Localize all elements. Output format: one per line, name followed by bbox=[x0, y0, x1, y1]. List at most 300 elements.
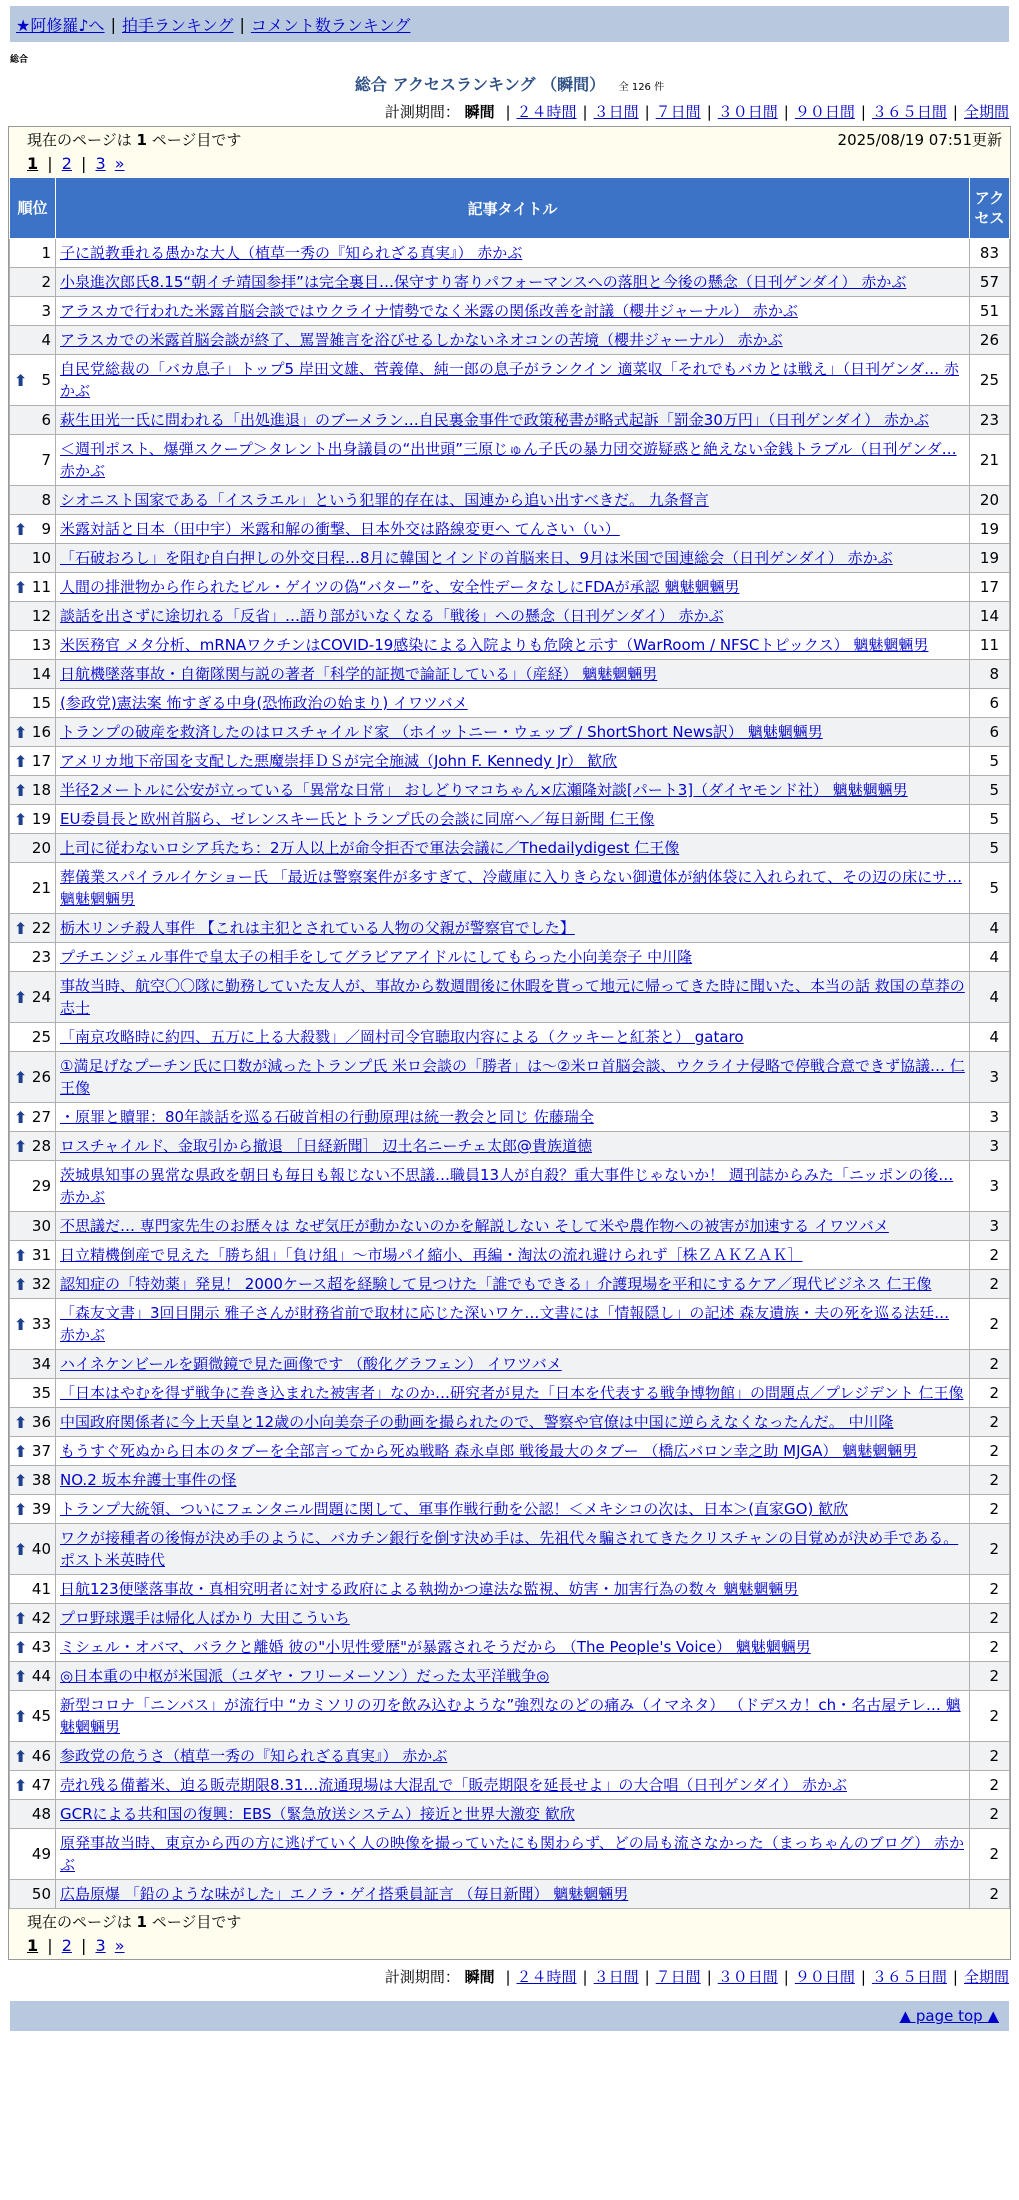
rank-cell bbox=[10, 1299, 56, 1350]
title-cell bbox=[56, 268, 970, 297]
access-count: 2 bbox=[970, 1662, 1010, 1691]
page-info bbox=[27, 1911, 241, 1932]
pager-separator: | bbox=[81, 154, 87, 173]
rank-number: 2 bbox=[41, 273, 51, 291]
rank-cell bbox=[10, 239, 56, 268]
access-count: 51 bbox=[970, 297, 1010, 326]
rank-number: 35 bbox=[31, 1384, 51, 1402]
pager-next[interactable]: » bbox=[114, 154, 125, 173]
access-count: 21 bbox=[970, 435, 1010, 486]
access-count: 2 bbox=[970, 1829, 1010, 1880]
title-cell bbox=[56, 689, 970, 718]
access-count: 5 bbox=[970, 747, 1010, 776]
article-title-link[interactable]: 原発事故当時、東京から西の方に逃げていく人の映像を撮っていたにも関わらず、どの局も流さなかった（まっちゃんのブログ） 赤かぶ bbox=[60, 1834, 965, 1874]
table-row bbox=[10, 515, 1010, 544]
rank-number: 14 bbox=[31, 665, 51, 683]
rank-number: 32 bbox=[31, 1274, 51, 1293]
article-title-link[interactable]: GCRによる共和国の復興：EBS（緊急放送システム）接近と世界大激変 歓欣 bbox=[60, 1805, 575, 1823]
rank-cell bbox=[10, 805, 56, 834]
table-row bbox=[10, 1132, 1010, 1161]
access-count: 2 bbox=[970, 1379, 1010, 1408]
title-cell bbox=[56, 1161, 970, 1212]
title-cell bbox=[56, 326, 970, 355]
rank-number: 45 bbox=[31, 1706, 51, 1725]
title-cell bbox=[56, 1052, 970, 1103]
article-title-link[interactable]: (参政党)憲法案 怖すぎる中身(恐怖政治の始まり) イワツバメ bbox=[60, 694, 468, 712]
rank-cell bbox=[10, 1132, 56, 1161]
article-title-link[interactable]: ワクが接種者の後悔が決め手のように、バカチン銀行を倒す決め手は、先祖代々騙されてきたクリスチャンの目覚めが決め手である。 ポスト米英時代 bbox=[60, 1529, 959, 1569]
article-title-link[interactable]: もうすぐ死ぬから日本のタブーを全部言ってから死ぬ戦略 森永卓郎 戦後最大のタブー （橋広バロン幸之助 MJGA） 魑魅魍魎男 bbox=[60, 1442, 918, 1460]
rank-number: 21 bbox=[31, 879, 51, 897]
access-count: 3 bbox=[970, 1212, 1010, 1241]
rank-number: 20 bbox=[31, 839, 51, 857]
rank-up-arrow-icon: ⬆ bbox=[14, 1274, 28, 1294]
table-row bbox=[10, 834, 1010, 863]
rank-cell bbox=[10, 834, 56, 863]
access-count: 25 bbox=[970, 355, 1010, 406]
rank-number: 28 bbox=[31, 1136, 51, 1155]
rank-up-arrow-icon: ⬆ bbox=[14, 809, 28, 829]
rank-cell bbox=[10, 1408, 56, 1437]
rank-number: 16 bbox=[31, 722, 51, 741]
article-title-link[interactable]: 自民党総裁の「バカ息子」トップ5 岸田文雄、菅義偉、純一郎の息子がランクイン 適菜収「それでもバカとは戦え」（日刊ゲンダ… 赤かぶ bbox=[60, 360, 959, 400]
table-row bbox=[10, 805, 1010, 834]
rank-cell bbox=[10, 297, 56, 326]
rank-cell bbox=[10, 1437, 56, 1466]
period-separator: | bbox=[783, 1968, 789, 1986]
pager-top bbox=[9, 152, 1010, 177]
rank-cell bbox=[10, 631, 56, 660]
rank-cell bbox=[10, 1742, 56, 1771]
rank-cell bbox=[10, 486, 56, 515]
table-row bbox=[10, 1662, 1010, 1691]
article-title-link[interactable]: 談話を出さずに途切れる「反省」…語り部がいなくなる「戦後」への懸念（日刊ゲンダイ） 赤かぶ bbox=[60, 607, 724, 625]
article-title-link[interactable]: トランプ大統領、ついにフェンタニル問題に関して、軍事作戦行動を公認！＜メキシコの次は、日本＞(直家GO) 歓欣 bbox=[60, 1500, 849, 1518]
article-title-link[interactable]: 米露対話と日本（田中宇）米露和解の衝撃、日本外交は路線変更へ てんさい（い） bbox=[60, 520, 620, 538]
article-title-link[interactable]: 参政党の危うさ（植草一秀の『知られざる真実』） 赤かぶ bbox=[60, 1747, 448, 1765]
rank-cell bbox=[10, 943, 56, 972]
rank-number: 29 bbox=[31, 1177, 51, 1195]
pager-page-3[interactable]: 3 bbox=[95, 1936, 106, 1955]
header-access: アクセス bbox=[970, 178, 1010, 239]
table-row bbox=[10, 239, 1010, 268]
pager-separator: | bbox=[47, 1936, 53, 1955]
pager-page-2[interactable]: 2 bbox=[61, 1936, 72, 1955]
article-title-link[interactable]: ・原罪と贖罪：80年談話を巡る石破首相の行動原理は統一教会と同じ 佐藤瑞全 bbox=[60, 1108, 594, 1126]
total-count: 全 126 件 bbox=[618, 82, 665, 93]
page-info-post: ページ目です bbox=[151, 1913, 242, 1931]
rank-number: 9 bbox=[41, 519, 51, 538]
period-option-link[interactable]: 全期間 bbox=[963, 103, 1009, 121]
article-title-link[interactable]: 認知症の「特効薬」発見！ 2000ケース超を経験して見つけた「誰でもできる」介護現場を平和にするケア／現代ビジネス 仁王像 bbox=[60, 1275, 932, 1293]
access-count: 6 bbox=[970, 689, 1010, 718]
table-row bbox=[10, 602, 1010, 631]
title-cell bbox=[56, 1212, 970, 1241]
period-option-link[interactable]: ３６５日間 bbox=[871, 1968, 947, 1986]
nav-separator: | bbox=[110, 14, 116, 34]
access-count: 4 bbox=[970, 972, 1010, 1023]
rank-number: 42 bbox=[31, 1608, 51, 1627]
rank-number: 8 bbox=[41, 491, 51, 509]
period-option-link[interactable]: ３日間 bbox=[593, 1968, 639, 1986]
period-separator: | bbox=[505, 103, 511, 121]
page-title: 総合 アクセスランキング （瞬間） bbox=[354, 75, 606, 94]
article-title-link[interactable]: 子に説教垂れる愚かな大人（植草一秀の『知られざる真実』） 赤かぶ bbox=[60, 244, 523, 262]
article-title-link[interactable]: トランプの破産を救済したのはロスチャイルド家 （ホイットニー・ウェッブ / ShortShort News訳） 魑魅魍魎男 bbox=[60, 723, 823, 741]
rank-cell bbox=[10, 573, 56, 602]
access-count: 2 bbox=[970, 1771, 1010, 1800]
rank-cell bbox=[10, 1350, 56, 1379]
rank-cell bbox=[10, 268, 56, 297]
title-cell bbox=[56, 1771, 970, 1800]
period-option-link[interactable]: ９０日間 bbox=[794, 103, 855, 121]
period-option-link[interactable]: ２４時間 bbox=[516, 1968, 577, 1986]
article-title-link[interactable]: ＜週刊ポスト、爆弾スクープ＞タレント出身議員の“出世頭”三原じゅん子氏の暴力団交遊疑惑と絶えない金銭トラブル（日刊ゲンダ… 赤かぶ bbox=[60, 440, 957, 480]
rank-up-arrow-icon: ⬆ bbox=[14, 370, 28, 390]
pager-current: 1 bbox=[27, 1936, 39, 1955]
rank-number: 30 bbox=[31, 1217, 51, 1235]
article-title-link[interactable]: 中国政府関係者に今上天皇と12歳の小向美奈子の動画を撮られたので、警察や官僚は中国に逆らえなくなったんだ。 中川隆 bbox=[60, 1413, 894, 1431]
rank-number: 41 bbox=[31, 1580, 51, 1598]
table-row bbox=[10, 1408, 1010, 1437]
title-cell bbox=[56, 1350, 970, 1379]
article-title-link[interactable]: 新型コロナ「ニンバス」が流行中 “カミソリの刃を飲み込むような”強烈なのどの痛み（イマネタ） （ドデスカ！ch・名古屋テレ… 魑魅魍魎男 bbox=[60, 1696, 961, 1736]
access-count: 4 bbox=[970, 943, 1010, 972]
period-separator: | bbox=[644, 103, 650, 121]
article-title-link[interactable]: 日立精機倒産で見えた「勝ち組」「負け組」～市場パイ縮小、再編・淘汰の流れ避けられず［株ＺＡＫＺＡＫ］ bbox=[60, 1246, 803, 1264]
article-title-link[interactable]: 茨城県知事の異常な県政を朝日も毎日も報じない不思議…職員13人が自殺？重大事件じゃないか！ 週刊誌からみた「ニッポンの後… 赤かぶ bbox=[60, 1166, 954, 1206]
rank-cell bbox=[10, 1161, 56, 1212]
rank-cell bbox=[10, 1495, 56, 1524]
pager-page-3[interactable]: 3 bbox=[95, 154, 106, 173]
article-title-link[interactable]: 萩生田光一氏に問われる「出処進退」のブーメラン…自民裏金事件で政策秘書が略式起訴「罰金30万円」（日刊ゲンダイ） 赤かぶ bbox=[60, 411, 929, 429]
period-separator: | bbox=[582, 103, 588, 121]
table-row bbox=[10, 268, 1010, 297]
title-cell bbox=[56, 863, 970, 914]
article-title-link[interactable]: 上司に従わないロシア兵たち：2万人以上が命令拒否で軍法会議に／Thedailydigest 仁王像 bbox=[60, 839, 680, 857]
rank-up-arrow-icon: ⬆ bbox=[14, 918, 28, 938]
rank-number: 34 bbox=[31, 1355, 51, 1373]
table-row bbox=[10, 1212, 1010, 1241]
title-cell bbox=[56, 1633, 970, 1662]
table-row bbox=[10, 1270, 1010, 1299]
article-title-link[interactable]: アメリカ地下帝国を支配した悪魔崇拝ＤＳが完全施滅（John F. Kennedy Jr） 歓欣 bbox=[60, 752, 618, 770]
period-separator: | bbox=[505, 1968, 511, 1986]
period-selector-bottom bbox=[10, 1966, 1009, 1987]
rank-cell bbox=[10, 1662, 56, 1691]
title-cell bbox=[56, 1466, 970, 1495]
access-count: 2 bbox=[970, 1466, 1010, 1495]
access-count: 2 bbox=[970, 1495, 1010, 1524]
article-title-link[interactable]: 売れ残る備蓄米、迫る販売期限8.31…流通現場は大混乱で「販売期限を延長せよ」の大合唱（日刊ゲンダイ） 赤かぶ bbox=[60, 1776, 847, 1794]
rank-cell bbox=[10, 689, 56, 718]
access-count: 11 bbox=[970, 631, 1010, 660]
access-count: 6 bbox=[970, 718, 1010, 747]
article-title-link[interactable]: ミシェル・オバマ、バラクと離婚 彼の"小児性愛歴"が暴露されそうだから （The People's Voice） 魑魅魍魎男 bbox=[60, 1638, 811, 1656]
rank-cell bbox=[10, 1241, 56, 1270]
article-title-link[interactable]: 事故当時、航空〇〇隊に勤務していた友人が、事故から数週間後に休暇を貰って地元に帰ってきた時に聞いた、本当の話 救国の草莽の志士 bbox=[60, 977, 965, 1017]
title-cell bbox=[56, 1299, 970, 1350]
table-row bbox=[10, 326, 1010, 355]
rank-number: 36 bbox=[31, 1412, 51, 1431]
article-title-link[interactable]: 米医務官 メタ分析、mRNAワクチンはCOVID-19感染による入院よりも危険と示す（WarRoom / NFSCトピックス） 魑魅魍魎男 bbox=[60, 636, 929, 654]
period-option-link[interactable]: 全期間 bbox=[963, 1968, 1009, 1986]
article-title-link[interactable]: 人間の排泄物から作られたビル・ゲイツの偽“バター”を、安全性データなしにFDAが承認 魑魅魍魎男 bbox=[60, 578, 740, 596]
table-row bbox=[10, 1691, 1010, 1742]
pager-page-2[interactable]: 2 bbox=[61, 154, 72, 173]
table-row bbox=[10, 486, 1010, 515]
table-row bbox=[10, 914, 1010, 943]
access-count: 17 bbox=[970, 573, 1010, 602]
table-row bbox=[10, 297, 1010, 326]
title-cell bbox=[56, 1880, 970, 1909]
applause-ranking-link[interactable]: 拍手ランキング bbox=[121, 15, 234, 35]
access-count: 2 bbox=[970, 1241, 1010, 1270]
access-count: 3 bbox=[970, 1161, 1010, 1212]
rank-cell bbox=[10, 544, 56, 573]
rank-cell bbox=[10, 718, 56, 747]
rank-up-arrow-icon: ⬆ bbox=[14, 1245, 28, 1265]
table-row bbox=[10, 747, 1010, 776]
access-count: 2 bbox=[970, 1800, 1010, 1829]
table-row bbox=[10, 1299, 1010, 1350]
article-title-link[interactable]: 「石破おろし」を阻む自白押しの外交日程…8月に韓国とインドの首脳来日、9月は米国で国連総会（日刊ゲンダイ） 赤かぶ bbox=[60, 549, 893, 567]
title-cell bbox=[56, 573, 970, 602]
title-cell bbox=[56, 1103, 970, 1132]
rank-up-arrow-icon: ⬆ bbox=[14, 751, 28, 771]
access-count: 2 bbox=[970, 1408, 1010, 1437]
title-cell bbox=[56, 1742, 970, 1771]
rank-cell bbox=[10, 406, 56, 435]
rank-cell bbox=[10, 660, 56, 689]
comment-ranking-link[interactable]: コメント数ランキング bbox=[250, 15, 411, 35]
rank-number: 10 bbox=[31, 549, 51, 567]
period-option-link[interactable]: ３日間 bbox=[593, 103, 639, 121]
title-cell bbox=[56, 1604, 970, 1633]
period-separator: | bbox=[582, 1968, 588, 1986]
rank-cell bbox=[10, 863, 56, 914]
table-row bbox=[10, 863, 1010, 914]
period-option-link[interactable]: ９０日間 bbox=[794, 1968, 855, 1986]
article-title-link[interactable]: シオニスト国家である「イスラエル」という犯罪的存在は、国連から追い出すべきだ。 九条督言 bbox=[60, 491, 709, 509]
table-row bbox=[10, 660, 1010, 689]
rank-number: 18 bbox=[31, 780, 51, 799]
period-separator: | bbox=[706, 103, 712, 121]
rank-up-arrow-icon: ⬆ bbox=[14, 519, 28, 539]
period-option-link[interactable]: ７日間 bbox=[655, 1968, 701, 1986]
access-count: 5 bbox=[970, 805, 1010, 834]
article-title-link[interactable]: ①満足げなプーチン氏に口数が減ったトランプ氏 米ロ会談の「勝者」は～②米ロ首脳会談、ウクライナ侵略で停戦合意できず協議… 仁王像 bbox=[60, 1057, 965, 1097]
rank-up-arrow-icon: ⬆ bbox=[14, 1539, 28, 1559]
period-separator: | bbox=[860, 1968, 866, 1986]
nav-separator: | bbox=[239, 14, 245, 34]
access-count: 83 bbox=[970, 239, 1010, 268]
footer-bar bbox=[10, 2001, 1009, 2031]
article-title-link[interactable]: 小泉進次郎氏8.15“朝イチ靖国参拝”は完全裏目…保守すり寄りパフォーマンスへの落胆と今後の懸念（日刊ゲンダイ） 赤かぶ bbox=[60, 273, 907, 291]
title-cell bbox=[56, 1023, 970, 1052]
article-title-link[interactable]: 日航123便墜落事故・真相究明者に対する政府による執拗かつ違法な監視、妨害・加害行為の数々 魑魅魍魎男 bbox=[60, 1580, 799, 1598]
rank-up-arrow-icon: ⬆ bbox=[14, 1107, 28, 1127]
access-count: 2 bbox=[970, 1299, 1010, 1350]
header-title: 記事タイトル bbox=[56, 178, 970, 239]
rank-cell bbox=[10, 1829, 56, 1880]
period-option-link[interactable]: ３０日間 bbox=[717, 1968, 778, 1986]
access-count: 2 bbox=[970, 1691, 1010, 1742]
rank-number: 46 bbox=[31, 1746, 51, 1765]
rank-cell bbox=[10, 326, 56, 355]
table-row bbox=[10, 1633, 1010, 1662]
table-row bbox=[10, 972, 1010, 1023]
access-count: 4 bbox=[970, 914, 1010, 943]
table-row bbox=[10, 1800, 1010, 1829]
rank-number: 48 bbox=[31, 1805, 51, 1823]
rank-cell bbox=[10, 1771, 56, 1800]
pager-separator: | bbox=[47, 154, 53, 173]
rank-number: 19 bbox=[31, 809, 51, 828]
ranking-table bbox=[9, 177, 1010, 1909]
rank-cell bbox=[10, 1633, 56, 1662]
title-cell bbox=[56, 239, 970, 268]
access-count: 14 bbox=[970, 602, 1010, 631]
ranking-container bbox=[8, 126, 1011, 1960]
rank-up-arrow-icon: ⬆ bbox=[14, 722, 28, 742]
table-row bbox=[10, 573, 1010, 602]
rank-number: 12 bbox=[31, 607, 51, 625]
period-label: 計測期間： bbox=[384, 103, 460, 121]
rank-cell bbox=[10, 776, 56, 805]
rank-cell bbox=[10, 747, 56, 776]
title-cell bbox=[56, 914, 970, 943]
article-title-link[interactable]: 広島原爆 「鉛のような味がした」エノラ・ゲイ搭乗員証言 （毎日新聞） 魑魅魍魎男 bbox=[60, 1885, 629, 1903]
rank-cell bbox=[10, 602, 56, 631]
title-cell bbox=[56, 515, 970, 544]
title-cell bbox=[56, 1408, 970, 1437]
period-option-link[interactable]: ２４時間 bbox=[516, 103, 577, 121]
rank-number: 39 bbox=[31, 1499, 51, 1518]
table-row bbox=[10, 776, 1010, 805]
page-info-pre: 現在のページは bbox=[27, 1913, 132, 1931]
title-cell bbox=[56, 747, 970, 776]
rank-number: 15 bbox=[31, 694, 51, 712]
pager-separator: | bbox=[81, 1936, 87, 1955]
article-title-link[interactable]: 「南京攻略時に約四、五万に上る大殺戮」／岡村司令官聴取内容による（クッキーと紅茶と） gataro bbox=[60, 1028, 744, 1046]
rank-up-arrow-icon: ⬆ bbox=[14, 1441, 28, 1461]
title-cell bbox=[56, 406, 970, 435]
access-count: 2 bbox=[970, 1524, 1010, 1575]
access-count: 2 bbox=[970, 1437, 1010, 1466]
table-row bbox=[10, 544, 1010, 573]
article-title-link[interactable]: 日航機墜落事故・自衛隊関与説の著者「科学的証拠で論証している」（産経） 魑魅魍魎男 bbox=[60, 665, 658, 683]
rank-cell bbox=[10, 1466, 56, 1495]
page-info-pre: 現在のページは bbox=[27, 131, 132, 149]
article-title-link[interactable]: 「日本はやむを得ず戦争に巻き込まれた被害者」なのか…研究者が見た「日本を代表する戦争博物館」の問題点／プレジデント 仁王像 bbox=[60, 1384, 964, 1402]
pager-current: 1 bbox=[27, 154, 39, 173]
access-count: 23 bbox=[970, 406, 1010, 435]
period-selector-top bbox=[10, 101, 1009, 122]
rank-number: 43 bbox=[31, 1637, 51, 1656]
title-cell bbox=[56, 805, 970, 834]
period-separator: | bbox=[783, 103, 789, 121]
period-option-link[interactable]: ３０日間 bbox=[717, 103, 778, 121]
access-count: 19 bbox=[970, 544, 1010, 573]
article-title-link[interactable]: 「森友文書」3回目開示 雅子さんが財務省前で取材に応じた深いワケ…文書には「情報隠し」の記述 森友遺族・夫の死を巡る法廷… 赤かぶ bbox=[60, 1304, 950, 1344]
header-rank: 順位 bbox=[10, 178, 56, 239]
rank-number: 24 bbox=[31, 987, 51, 1006]
title-cell bbox=[56, 1132, 970, 1161]
table-row bbox=[10, 689, 1010, 718]
page-top-link[interactable]: ▲ page top ▲ bbox=[899, 2007, 999, 2025]
period-current: 瞬間 bbox=[464, 103, 495, 121]
article-title-link[interactable]: 葬儀業スパイラルイケショー氏 「最近は警察案件が多すぎて、冷蔵庫に入りきらない御遺体が納体袋に入れられて、その辺の床にサ… 魑魅魍魎男 bbox=[60, 868, 963, 908]
title-cell bbox=[56, 834, 970, 863]
article-title-link[interactable]: 半径2メートルに公安が立っている「異常な日常」 おしどりマコちゃん×広瀬隆対談[パート3]（ダイヤモンド社） 魑魅魍魎男 bbox=[60, 781, 908, 799]
article-title-link[interactable]: ◎日本重の中枢が米国派（ユダヤ・フリーメーソン）だった太平洋戦争◎ bbox=[60, 1667, 550, 1685]
rank-number: 49 bbox=[31, 1845, 51, 1863]
article-title-link[interactable]: ハイネケンビールを顕微鏡で見た画像です （酸化グラフェン） イワツバメ bbox=[60, 1355, 562, 1373]
table-row bbox=[10, 1604, 1010, 1633]
rank-number: 50 bbox=[31, 1885, 51, 1903]
title-cell bbox=[56, 972, 970, 1023]
rank-cell bbox=[10, 1524, 56, 1575]
rank-number: 6 bbox=[41, 411, 51, 429]
category-label: 総合 bbox=[10, 55, 29, 65]
article-title-link[interactable]: 栃木リンチ殺人事件 【これは主犯とされている人物の父親が警察官でした】 bbox=[60, 919, 575, 937]
table-row bbox=[10, 1742, 1010, 1771]
access-count: 2 bbox=[970, 1604, 1010, 1633]
title-cell bbox=[56, 631, 970, 660]
article-title-link[interactable]: アラスカでの米露首脳会談が終了、罵詈雑言を浴びせるしかないネオコンの苦境（櫻井ジャーナル） 赤かぶ bbox=[60, 331, 783, 349]
article-title-link[interactable]: アラスカで行われた米露首脳会談ではウクライナ情勢でなく米露の関係改善を討議（櫻井ジャーナル） 赤かぶ bbox=[60, 302, 798, 320]
page-title-row bbox=[0, 72, 1019, 95]
article-title-link[interactable]: プロ野球選手は帰化人ばかり 大田こういち bbox=[60, 1609, 350, 1627]
article-title-link[interactable]: ロスチャイルド、金取引から撤退 ［日経新聞］ 辺土名ニーチェ太郎@貴族道徳 bbox=[60, 1137, 592, 1155]
table-header-row bbox=[10, 178, 1010, 239]
article-title-link[interactable]: EU委員長と欧州首脳ら、ゼレンスキー氏とトランプ氏の会談に同席へ／毎日新聞 仁王像 bbox=[60, 810, 655, 828]
rank-number: 23 bbox=[31, 948, 51, 966]
rank-up-arrow-icon: ⬆ bbox=[14, 1706, 28, 1726]
page-info bbox=[27, 129, 241, 150]
access-count: 2 bbox=[970, 1350, 1010, 1379]
rank-cell bbox=[10, 1270, 56, 1299]
pager-bottom bbox=[9, 1934, 1010, 1959]
pager-next[interactable]: » bbox=[114, 1936, 125, 1955]
table-row bbox=[10, 943, 1010, 972]
rank-number: 33 bbox=[31, 1314, 51, 1333]
access-count: 2 bbox=[970, 1742, 1010, 1771]
ashura-home-link[interactable]: ★阿修羅♪へ bbox=[16, 15, 105, 35]
title-cell bbox=[56, 1800, 970, 1829]
period-option-link[interactable]: ７日間 bbox=[655, 103, 701, 121]
title-cell bbox=[56, 1829, 970, 1880]
top-nav-bar bbox=[10, 6, 1009, 42]
rank-cell bbox=[10, 1052, 56, 1103]
article-title-link[interactable]: 不思議だ… 専門家先生のお歴々は なぜ気圧が動かないのかを解説しない そして米や農作物への被害が加速する イワツバメ bbox=[60, 1217, 889, 1235]
article-title-link[interactable]: NO.2 坂本弁護士事件の怪 bbox=[60, 1471, 237, 1489]
rank-up-arrow-icon: ⬆ bbox=[14, 1136, 28, 1156]
rank-number: 17 bbox=[31, 751, 51, 770]
rank-up-arrow-icon: ⬆ bbox=[14, 1637, 28, 1657]
title-cell bbox=[56, 1437, 970, 1466]
title-cell bbox=[56, 297, 970, 326]
rank-cell bbox=[10, 1691, 56, 1742]
article-title-link[interactable]: プチエンジェル事件で皇太子の相手をしてグラビアアイドルにしてもらった小向美奈子 中川隆 bbox=[60, 948, 693, 966]
title-cell bbox=[56, 1495, 970, 1524]
period-option-link[interactable]: ３６５日間 bbox=[871, 103, 947, 121]
table-row bbox=[10, 1575, 1010, 1604]
access-count: 4 bbox=[970, 1023, 1010, 1052]
rank-number: 3 bbox=[41, 302, 51, 320]
rank-up-arrow-icon: ⬆ bbox=[14, 987, 28, 1007]
